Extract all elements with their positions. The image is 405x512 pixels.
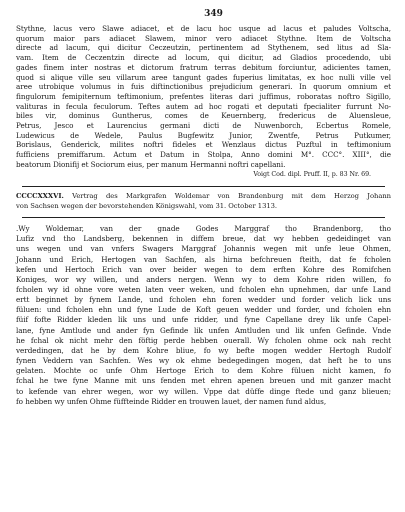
- text-line: füif fofte Ridder kleden lik uns und unfe ridder, und fyne Capellane drey lik unfe Capel-: [16, 315, 391, 325]
- text-line: to kefende van ehrer wegen, wor wy willen. Vppe dat düffe dinge ftede und ganz blieuen;: [16, 386, 391, 396]
- text-line: .Wy Woldemar, van der gnade Godes Marggraf tho Brandenborg, tho: [16, 224, 391, 234]
- text-line: Borislaus, Genderick, milites noftri fideles et Wenzlaus dictus Puzftul in teftimonium: [16, 140, 391, 150]
- text-line: fingulorum femipiternum teftimonium, prefentes literas dari juffimus, roboratas noftro Sigillo,: [16, 91, 391, 101]
- text-line: Ludewicus de Wedele, Paulus Bugfewitz Junior, Zwentfe, Petrus Putkumer,: [16, 130, 391, 140]
- document-title-text-1: Vertrag des Markgrafen Woldemar von Brandenburg mit dem Herzog Johann: [72, 192, 391, 201]
- text-line: Koniges, wor wy willen, und anders nergen. Wenn wy to dem Kohre riden willen, fo: [16, 274, 391, 284]
- text-line: ertt beginnet by fynem Lande, und fcholen ehn foren wedder und forder velich lick uns: [16, 295, 391, 305]
- text-line: quod si alique ville seu villarum aree tangunt gades fuperius limitatas, ex hoc nulli ville vel: [16, 72, 391, 82]
- text-line: gades finem inter nostras et dictorum fratrum terras debitum forciuntur, adicientes tamen,: [16, 62, 391, 72]
- section-divider-bottom: [22, 217, 385, 218]
- section-divider-top: [22, 186, 385, 187]
- document-title-line-1: [16, 192, 391, 201]
- text-line: verdedingen, dat he by dem Kohre bliue, fo wy befte mogen wedder Hertogh Rudolf: [16, 345, 391, 355]
- text-line: fufficiens premiffarum. Actum et Datum in Stolpa, Anno domini M°. CCC°. XIII°, die: [16, 150, 391, 160]
- text-line: fo hebben wy unfen Ohme füffteinde Ridder en trouwen lauet, der namen fund aldus,: [16, 396, 327, 406]
- text-line: quorum maior pars adiacet Slawem, minor vero adiacet Stythne. Item de Voltscha: [16, 33, 391, 43]
- text-line: valituras in fecula feculorum. Teftes autem ad hoc rogati et deputati fpecialiter furrunt No-: [16, 101, 391, 111]
- document-title-line-2: von Sachsen wegen der bevorstehenden Königswahl, vom 31. October 1313.: [16, 201, 278, 210]
- text-line: he fchal ok nicht mehr den föftig perde hebben ouerall. Wy fcholen ohme ock nah recht: [16, 335, 391, 345]
- text-line: fchal he twe fyne Manne mit uns fenden met ehren apenen breuen und mit ganzer macht: [16, 376, 391, 386]
- text-line: gelaten. Mochte oc unfe Ohm Hertoge Erich to dem Kohre füluen nicht kamen, fo: [16, 366, 391, 376]
- text-line: Lufiz vnd tho Landsberg, bekennen in diffem breue, dat wy hebben gedeidinget van: [16, 234, 391, 244]
- text-line: füluen: und fcholen ehn und fyne Lude de Koft geuen wedder und forder, und fcholen ehn: [16, 305, 391, 315]
- text-line: lane, fyne Amtlude und ander fyn Gefinde lik unfen Amtluden und lik unfen Gefinde. Vnde: [16, 325, 391, 335]
- text-line: beatorum Dionifij et Sociorum eius, per manum Hermanni noftri capellani.: [16, 159, 286, 169]
- text-line: aree utrobique volumus in fuis diftinctionibus prejudicium generari. In quorum omnium et: [16, 82, 391, 92]
- text-line: Stythne, lacus vero Slawe adiacet, et de lacu hoc usque ad lacus et paludes Voltscha,: [16, 24, 391, 33]
- text-line: directe ad lacum, qui dicitur Ceczeutzin, pertinentem ad Stythenem, sed litus ad Sla-: [16, 43, 391, 53]
- text-line: Johann und Erich, Hertogen van Sachfen, als hirna befchreuen fteith, dat fe fcholen: [16, 254, 391, 264]
- text-line: Petrus, Jesco et Laurencius germani dicti de Nuwenborch, Ecbertus Romele,: [16, 121, 391, 131]
- german-charter-text: [16, 224, 391, 407]
- text-line: vam. Item de Ceczentzin directe ad locum, qui dicitur, ad Gladios procedendo, ubi: [16, 53, 391, 63]
- latin-charter-text: [16, 24, 391, 170]
- source-citation: Voigt Cod. dipl. Pruff. II, p. 83 Nr. 69.: [253, 170, 371, 178]
- text-line: uns wegen und van vnfers Swagers Marggraf Johannis wegen mit unfe leue Ohmen,: [16, 244, 391, 254]
- text-line: fcholen wy id ohne vore weten laten veer weken, und fcholen ehn upnehmen, dar unfe Land: [16, 285, 391, 294]
- document-heading: [16, 192, 391, 211]
- document-number: CCCCXXXVI.: [16, 192, 64, 201]
- page-number: 349: [204, 9, 223, 19]
- text-line: kefen und Hertoch Erich van over beider wegen to dem erften Kohre des Romifchen: [16, 264, 391, 274]
- text-line: biles vir, dominus Guntherus, comes de Keuernberg, fredericus de Aluensleue,: [16, 111, 391, 121]
- text-line: fynen Veddern van Sachfen. Wes wy ok ehme bedegedingen mogen, dat heft he to uns: [16, 356, 391, 366]
